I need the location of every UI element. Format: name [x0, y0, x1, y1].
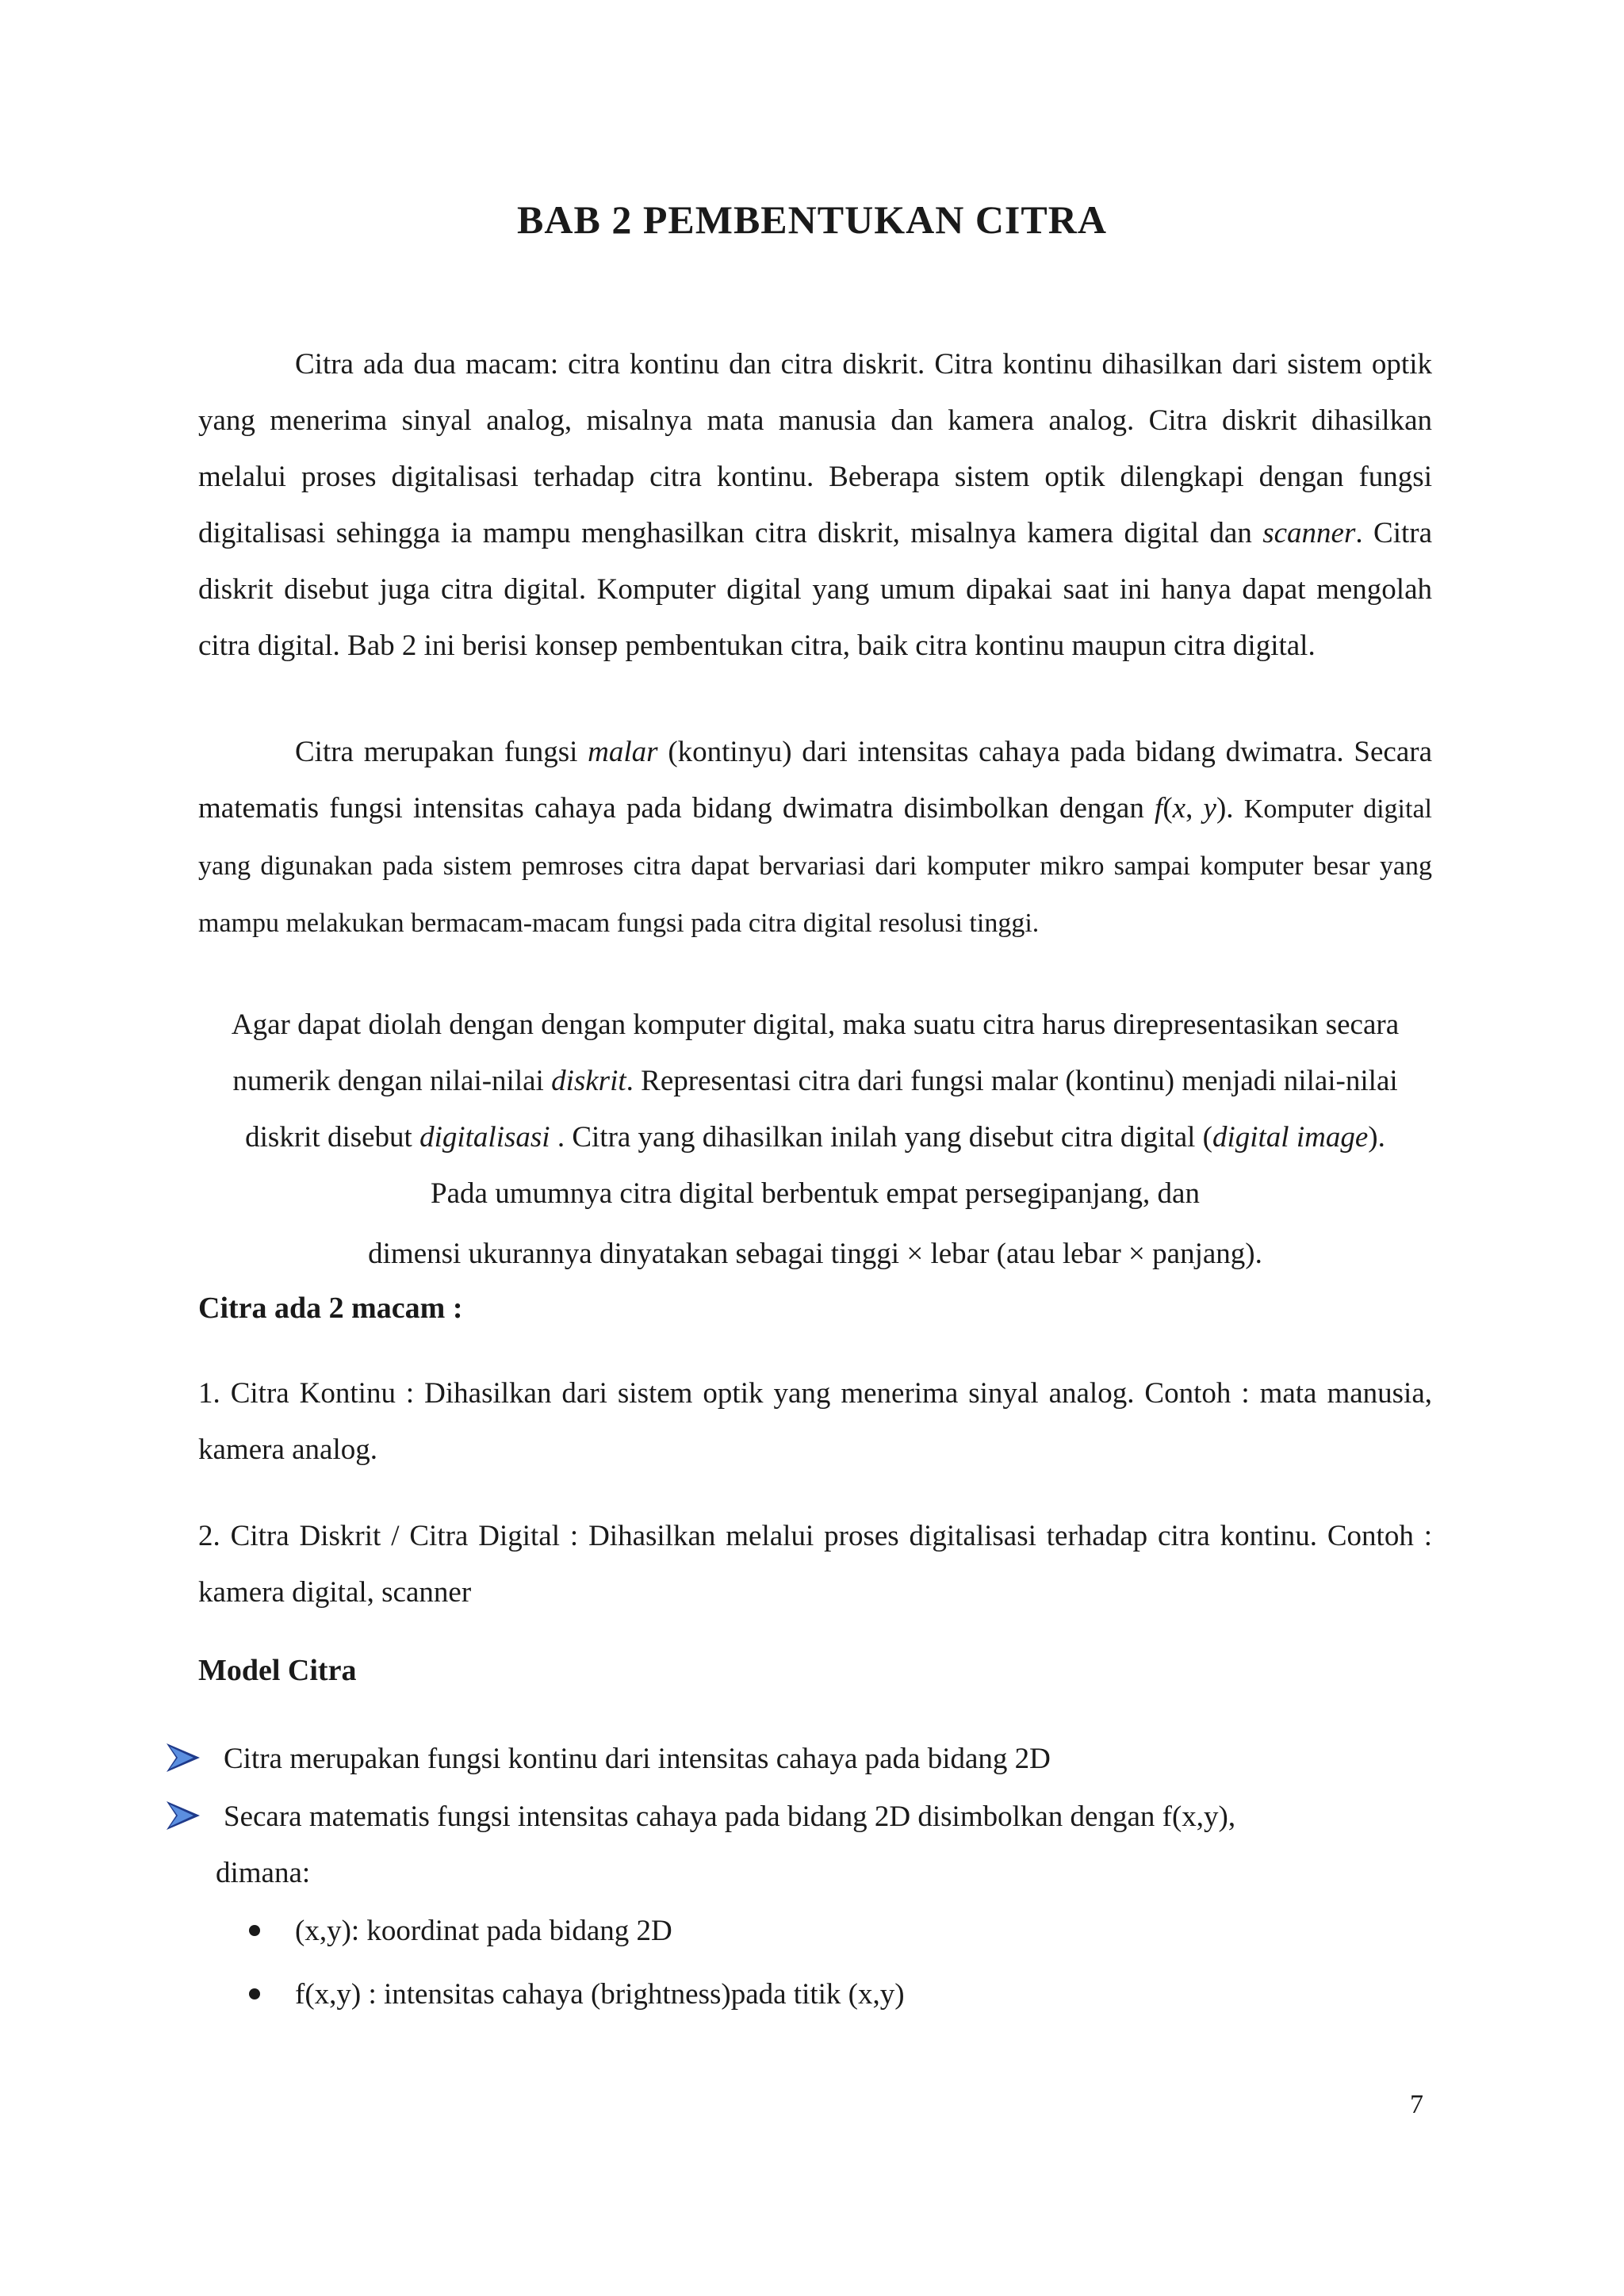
paragraph-text: Agar dapat diolah dengan dengan komputer digital, maka suatu citra harus direpresentasikan secara numerik dengan nilai-nilai [231, 1008, 1400, 1097]
list-item-kontinu: 1. Citra Kontinu : Dihasilkan dari sistem optik yang menerima sinyal analog. Contoh : mata manusia, kamera analog. [198, 1377, 1432, 1466]
paragraph-text: (kontinyu) dari intensitas cahaya pada bidang dwimatra. Secara matematis fungsi intensitas cahaya pada bidang dwimatra disimbolkan dengan [198, 736, 1432, 825]
paragraph-italic: digitalisasi [419, 1121, 550, 1154]
chapter-title: BAB 2 PEMBENTUKAN CITRA [517, 197, 1107, 242]
heading-model-citra: Model Citra [198, 1654, 357, 1687]
paragraph-model [198, 724, 1432, 951]
chevron-arrow-icon [167, 1801, 200, 1830]
page-number: 7 [1410, 2090, 1423, 2119]
bullet-dot-icon [249, 1988, 260, 1999]
paragraph-text: ). Pada umumnya citra digital berbentuk empat persegipanjang, dan [431, 1121, 1385, 1210]
bullet-text: f(x,y) : intensitas cahaya (brightness)pada titik (x,y) [295, 1978, 905, 2011]
paragraph-text: . Citra diskrit disebut juga citra digital. Komputer digital yang umum dipakai saat ini hanya dapat mengolah citra digital. Bab 2 ini berisi konsep pembentukan citra, baik citra kontinu maupun citra digital. [198, 517, 1433, 662]
bullet-dot-icon [249, 1925, 260, 1936]
paragraph-text: Citra merupakan fungsi [295, 736, 588, 768]
paragraph-italic: x [1172, 792, 1186, 825]
arrow-item-continuation: dimana: [216, 1857, 311, 1889]
paragraph-small-text: Komputer digital yang digunakan pada sistem pemroses citra dapat bervariasi dari komputer mikro sampai komputer besar yang mampu melakukan bermacam-macam fungsi pada citra digital resolusi tinggi. [198, 794, 1432, 938]
paragraph-text: . Representasi citra dari fungsi malar (kontinu) menjadi nilai-nilai diskrit disebut [245, 1065, 1398, 1154]
arrow-list-item [167, 1731, 1432, 1787]
paragraph-italic: malar [588, 736, 658, 768]
paragraph-digitalisasi [198, 997, 1432, 1222]
paragraph-italic: diskrit [551, 1065, 626, 1097]
paragraph-italic: scanner [1262, 517, 1356, 549]
paragraph-text: Citra ada dua macam: citra kontinu dan citra diskrit. Citra kontinu dihasilkan dari sistem optik yang menerima sinyal analog, misalnya mata manusia dan kamera analog. Citra diskrit dihasilkan melalui proses digitalisasi terhadap citra kontinu. Beberapa sistem optik dilengkapi dengan fungsi digitalisasi sehingga ia mampu menghasilkan citra diskrit, misalnya kamera digital dan [198, 348, 1432, 549]
arrow-item-text: Secara matematis fungsi intensitas cahaya pada bidang 2D disimbolkan dengan f(x,y), [224, 1800, 1236, 1833]
bullet-item [249, 1903, 672, 1959]
chevron-arrow-icon [167, 1743, 200, 1772]
arrow-item-text: Citra merupakan fungsi kontinu dari intensitas cahaya pada bidang 2D [224, 1743, 1051, 1775]
paragraph-text: . Citra yang dihasilkan inilah yang disebut citra digital ( [550, 1121, 1212, 1154]
paragraph-text: ). [1216, 792, 1244, 825]
bullet-item [249, 1966, 905, 2022]
paragraph-italic: y [1203, 792, 1216, 825]
heading-citra-macam: Citra ada 2 macam : [198, 1292, 463, 1325]
paragraph-intro [198, 336, 1432, 674]
paragraph-italic: f [1155, 792, 1163, 825]
paragraph-text: , [1185, 792, 1204, 825]
paragraph-dimension-line: dimensi ukurannya dinyatakan sebagai tinggi × lebar (atau lebar × panjang). [368, 1238, 1262, 1270]
paragraph-italic: digital image [1212, 1121, 1369, 1154]
paragraph-text: ( [1162, 792, 1173, 825]
list-item-diskrit: 2. Citra Diskrit / Citra Digital : Dihasilkan melalui proses digitalisasi terhadap citra kontinu. Contoh : kamera digital, scanner [198, 1520, 1432, 1609]
arrow-list-item [167, 1789, 1432, 1901]
bullet-text: (x,y): koordinat pada bidang 2D [295, 1915, 672, 1947]
